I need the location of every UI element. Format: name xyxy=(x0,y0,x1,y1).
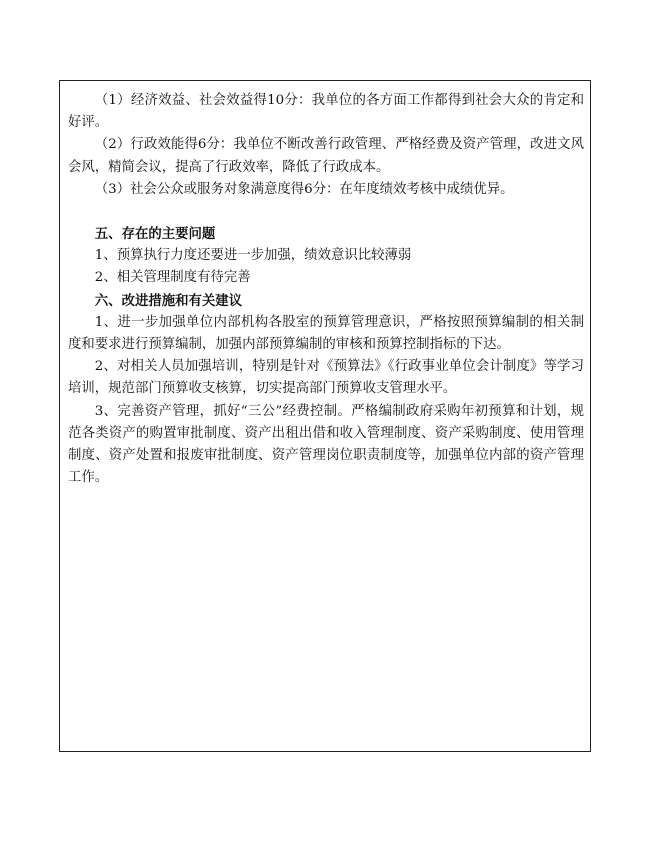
section-6-item-1: 1、进一步加强单位内部机构各股室的预算管理意识，严格按照预算编制的相关制度和要求进行预算编制，加强内部预算编制的审核和预算控制指标的下达。 xyxy=(68,314,584,353)
paragraph-public-satisfaction: （3）社会公众或服务对象满意度得6分：在年度绩效考核中成绩优异。 xyxy=(94,181,514,197)
section-5-heading: 五、存在的主要问题 xyxy=(94,226,216,243)
spacer xyxy=(68,201,584,223)
paragraph-admin-efficiency: （2）行政效能得6分：我单位不断改善行政管理、严格经费及资产管理，改进文风会风，精简会议，提高了行政效率，降低了行政成本。 xyxy=(68,137,584,175)
paragraph-economic-benefit: （1）经济效益、社会效益得10分：我单位的各方面工作都得到社会大众的肯定和好评。 xyxy=(68,93,584,131)
document-table-cell xyxy=(59,80,591,752)
section-6-item-2: 2、对相关人员加强培训，特别是针对《预算法》《行政事业单位会计制度》等学习培训，规范部门预算收支核算，切实提高部门预算收支管理水平。 xyxy=(68,359,584,397)
section-5-item-2: 2、相关管理制度有待完善 xyxy=(94,270,251,286)
document-body xyxy=(68,90,584,489)
section-5-item-1: 1、预算执行力度还要进一步加强，绩效意识比较薄弱 xyxy=(94,248,412,264)
section-6-item-3: 3、完善资产管理，抓好“三公”经费控制。严格编制政府采购年初预算和计划，规范各类资产的购置审批制度、资产出租出借和收入管理制度、资产采购制度、使用管理制度、资产处置和报废审批制度、资产管理岗位职责制度等，加强单位内部的资产管理工作。 xyxy=(68,403,584,486)
section-6-heading: 六、改进措施和有关建议 xyxy=(94,292,243,309)
